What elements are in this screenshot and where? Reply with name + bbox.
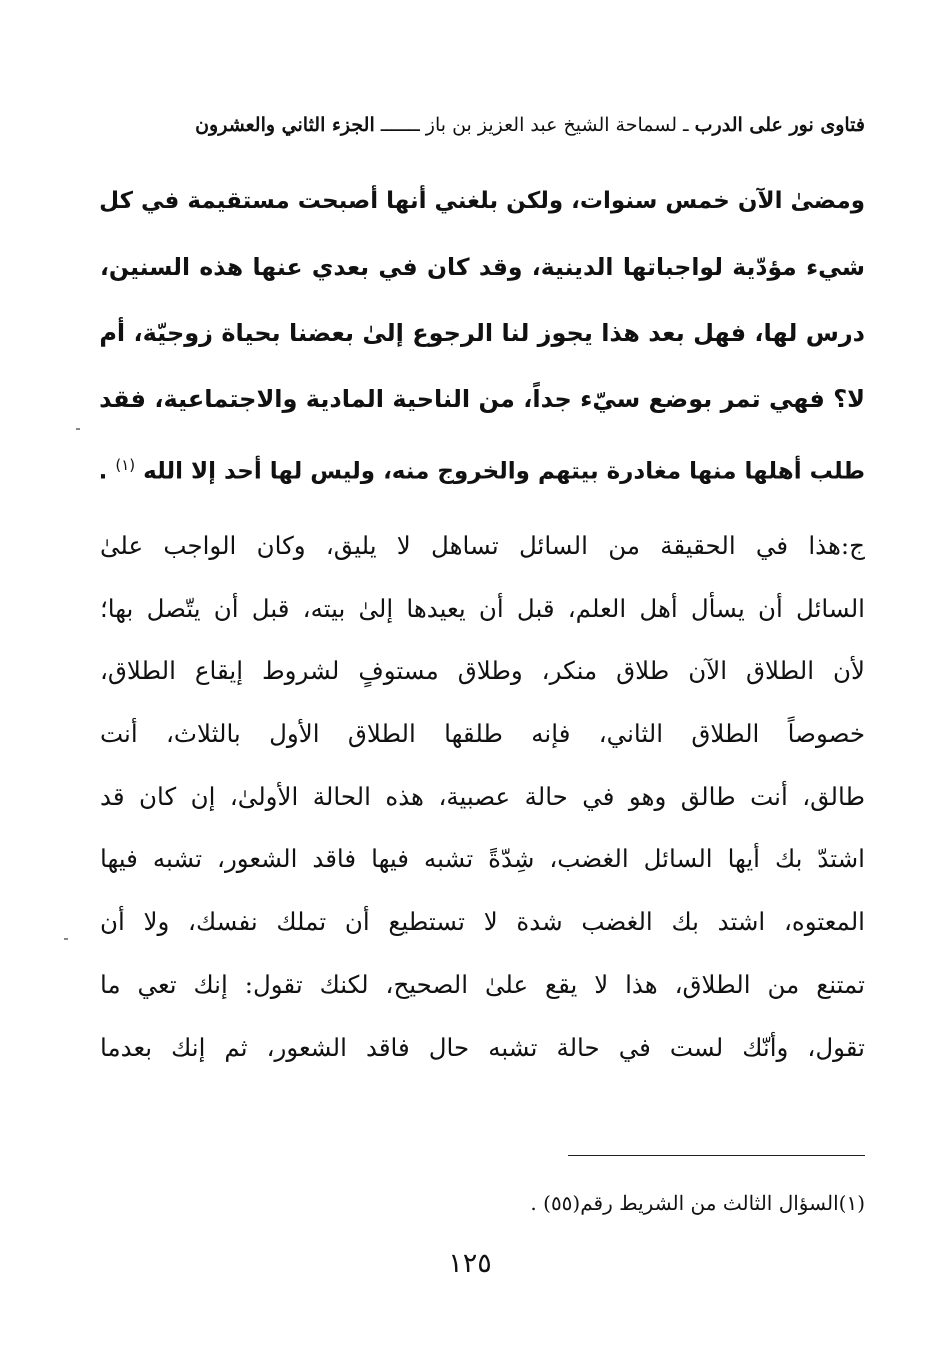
question-line: طلب أهلها منها مغادرة بيتهم والخروج منه، وليس لها أحد إلا الله (143, 458, 865, 485)
answer-line: السائل أن يسأل أهل العلم، قبل أن يعيدها إلىٰ بيته، قبل أن يتّصل بها؛ (100, 593, 865, 623)
answer-line: اشتدّ بك أيها السائل الغضب، شِدّةً تشبه فيها فاقد الشعور، تشبه فيها (100, 844, 865, 874)
answer-text (100, 515, 865, 1079)
author-line: ـ لسماحة الشيخ عبد العزيز بن باز ـــــــ (380, 114, 689, 136)
answer-line: المعتوه، اشتد بك الغضب شدة لا تستطيع أن تملك نفسك، ولا أن (100, 907, 865, 937)
answer-line: تقول، وأنّك لست في حالة تشبه حال فاقد الشعور، ثم إنك بعدما (100, 1032, 865, 1062)
volume-label: الجزء الثاني والعشرون (195, 114, 375, 136)
answer-line: لأن الطلاق الآن طلاق منكر، وطلاق مستوفٍ لشروط إيقاع الطلاق، (100, 656, 865, 686)
question-line: شيء مؤدّية لواجباتها الدينية، وقد كان في بعدي عنها هذه السنين، (100, 253, 865, 281)
question-line: لا؟ فهي تمر بوضع سيّء جداً، من الناحية المادية والاجتماعية، فقد (99, 385, 865, 413)
question-end-mark: . (98, 458, 108, 485)
margin-speck (64, 938, 68, 940)
footnote-divider (568, 1155, 865, 1156)
answer-line: خصوصاً الطلاق الثاني، فإنه طلقها الطلاق الأول بالثلاث، أنت (100, 719, 865, 749)
answer-line: تمتنع من الطلاق، هذا لا يقع علىٰ الصحيح، لكنك تقول: إنك تعي ما (100, 969, 865, 999)
footnote: (١)السؤال الثالث من الشريط رقم(٥٥) . (530, 1191, 865, 1215)
book-title: فتاوى نور على الدرب (694, 114, 865, 136)
answer-line: طالق، أنت طالق وهو في حالة عصبية، هذه الحالة الأولىٰ، إن كان قد (100, 781, 865, 811)
answer-line: ج:هذا في الحقيقة من السائل تساهل لا يليق، وكان الواجب علىٰ (100, 531, 865, 560)
question-line: ومضىٰ الآن خمس سنوات، ولكن بلغني أنها أصبحت مستقيمة في كل (99, 188, 865, 214)
page-number: ١٢٥ (448, 1248, 492, 1279)
question-line: درس لها، فهل بعد هذا يجوز لنا الرجوع إلىٰ بعضنا بحياة زوجيّة، أم (99, 319, 865, 347)
question-text (100, 168, 865, 498)
question-last-line (100, 432, 865, 498)
margin-speck (76, 428, 80, 430)
running-header (100, 112, 865, 138)
footnote-reference: (١) (115, 456, 136, 474)
